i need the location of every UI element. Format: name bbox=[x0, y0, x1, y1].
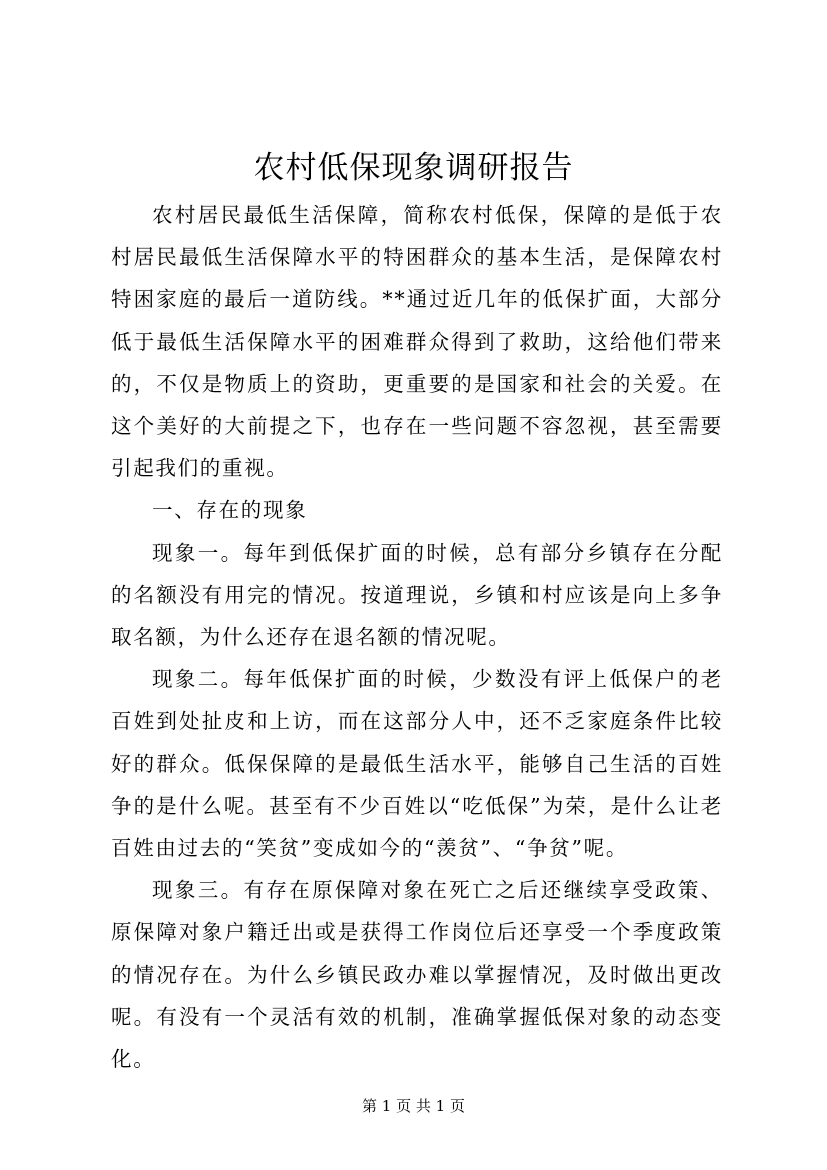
paragraph-phenomenon-two: 现象二。每年低保扩面的时候，少数没有评上低保户的老百姓到处扯皮和上访，而在这部分人中，还不乏家庭条件比较好的群众。低保保障的是最低生活水平，能够自己生活的百姓争的是什么呢。甚至有不少百姓以“吃低保”为荣，是什么让老百姓由过去的“笑贫”变成如今的“羡贫”、“争贫”呢。 bbox=[111, 667, 723, 861]
document-body bbox=[111, 194, 723, 1080]
paragraph-phenomenon-one: 现象一。每年到低保扩面的时候，总有部分乡镇存在分配的名额没有用完的情况。按道理说，乡镇和村应该是向上多争取名额，为什么还存在退名额的情况呢。 bbox=[111, 540, 723, 650]
paragraph-phenomenon-three: 现象三。有存在原保障对象在死亡之后还继续享受政策、原保障对象户籍迁出或是获得工作岗位后还享受一个季度政策的情况存在。为什么乡镇民政办难以掌握情况，及时做出更改呢。有没有一个灵活有效的机制，准确掌握低保对象的动态变化。 bbox=[111, 878, 723, 1072]
section-heading-existing-phenomena: 一、存在的现象 bbox=[152, 498, 308, 523]
page-footer: 第 1 页 共 1 页 bbox=[362, 1097, 465, 1115]
paragraph-intro: 农村居民最低生活保障，简称农村低保，保障的是低于农村居民最低生活保障水平的特困群众的基本生活，是保障农村特困家庭的最后一道防线。**通过近几年的低保扩面，大部分低于最低生活保障水平的困难群众得到了救助，这给他们带来的，不仅是物质上的资助，更重要的是国家和社会的关爱。在这个美好的大前提之下，也存在一些问题不容忽视，甚至需要引起我们的重视。 bbox=[111, 203, 723, 481]
document-title: 农村低保现象调研报告 bbox=[253, 150, 574, 186]
